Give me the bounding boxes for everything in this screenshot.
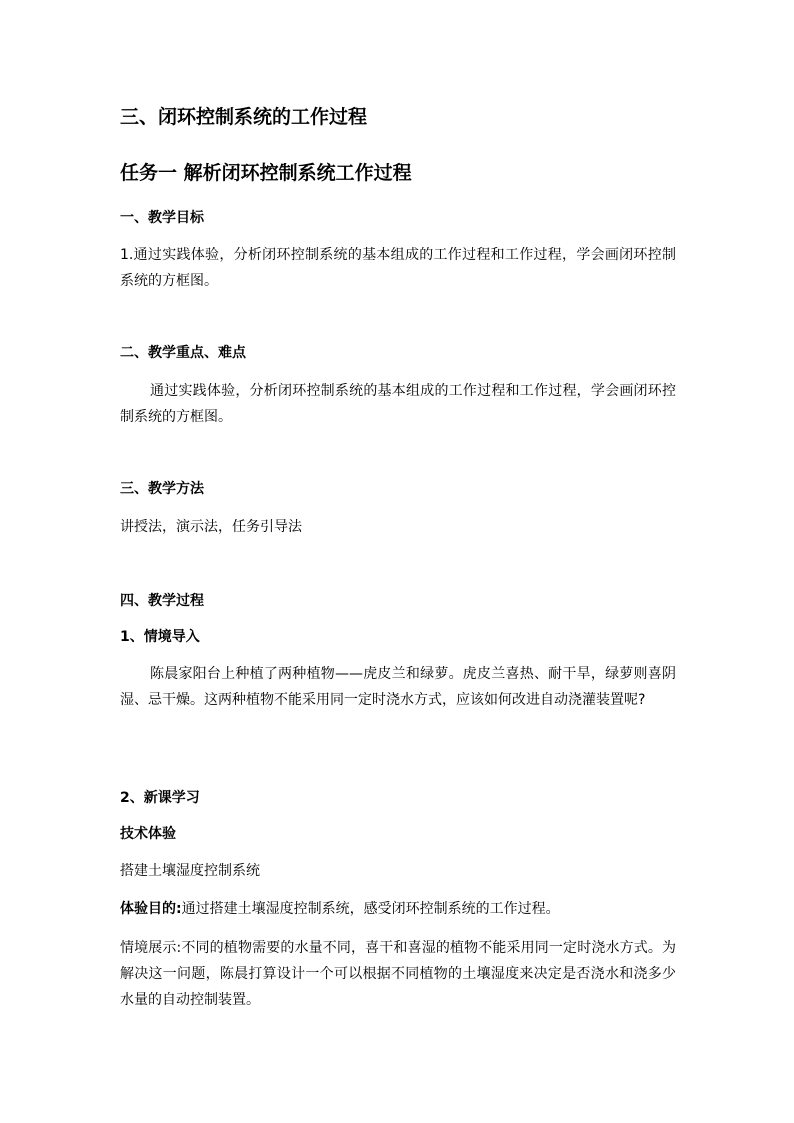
scene-text: 不同的植物需要的水量不同，喜干和喜湿的植物不能采用同一定时浇水方式。为解决这一问题，陈晨打算设计一个可以根据不同植物的土壤湿度来决定是否浇水和浇多少水量的自动控制装置。 [120, 940, 677, 1008]
scene-label: 情境展示: [120, 940, 182, 956]
task-title: 任务一 解析闭环控制系统工作过程 [120, 162, 412, 184]
methods-text: 讲授法，演示法，任务引导法 [120, 519, 302, 535]
purpose-paragraph [120, 896, 676, 922]
build-system-text: 搭建土壤湿度控制系统 [120, 863, 260, 879]
purpose-label: 体验目的: [120, 901, 182, 917]
subsection-heading-new-lesson: 2、新课学习 [120, 790, 200, 806]
section-heading-process: 四、教学过程 [120, 593, 204, 609]
page-title: 三、闭环控制系统的工作过程 [120, 106, 368, 128]
section-heading-objectives: 一、教学目标 [120, 210, 204, 226]
section-heading-methods: 三、教学方法 [120, 481, 204, 497]
tech-experience-heading: 技术体验 [120, 826, 176, 842]
key-points-text: 通过实践体验，分析闭环控制系统的基本组成的工作过程和工作过程，学会画闭环控制系统的方框图。 [120, 383, 676, 425]
intro-text: 陈晨家阳台上种植了两种植物——虎皮兰和绿萝。虎皮兰喜热、耐干旱，绿萝则喜阴湿、忌干燥。这两种植物不能采用同一定时浇水方式，应该如何改进自动浇灌装置呢? [120, 666, 676, 708]
subsection-heading-intro: 1、情境导入 [120, 629, 200, 645]
section-heading-key-points: 二、教学重点、难点 [120, 345, 246, 361]
scene-paragraph [120, 935, 676, 1013]
purpose-text: 通过搭建土壤湿度控制系统，感受闭环控制系统的工作过程。 [181, 901, 560, 917]
objectives-text: 1.通过实践体验，分析闭环控制系统的基本组成的工作过程和工作过程，学会画闭环控制系统的方框图。 [120, 247, 676, 289]
